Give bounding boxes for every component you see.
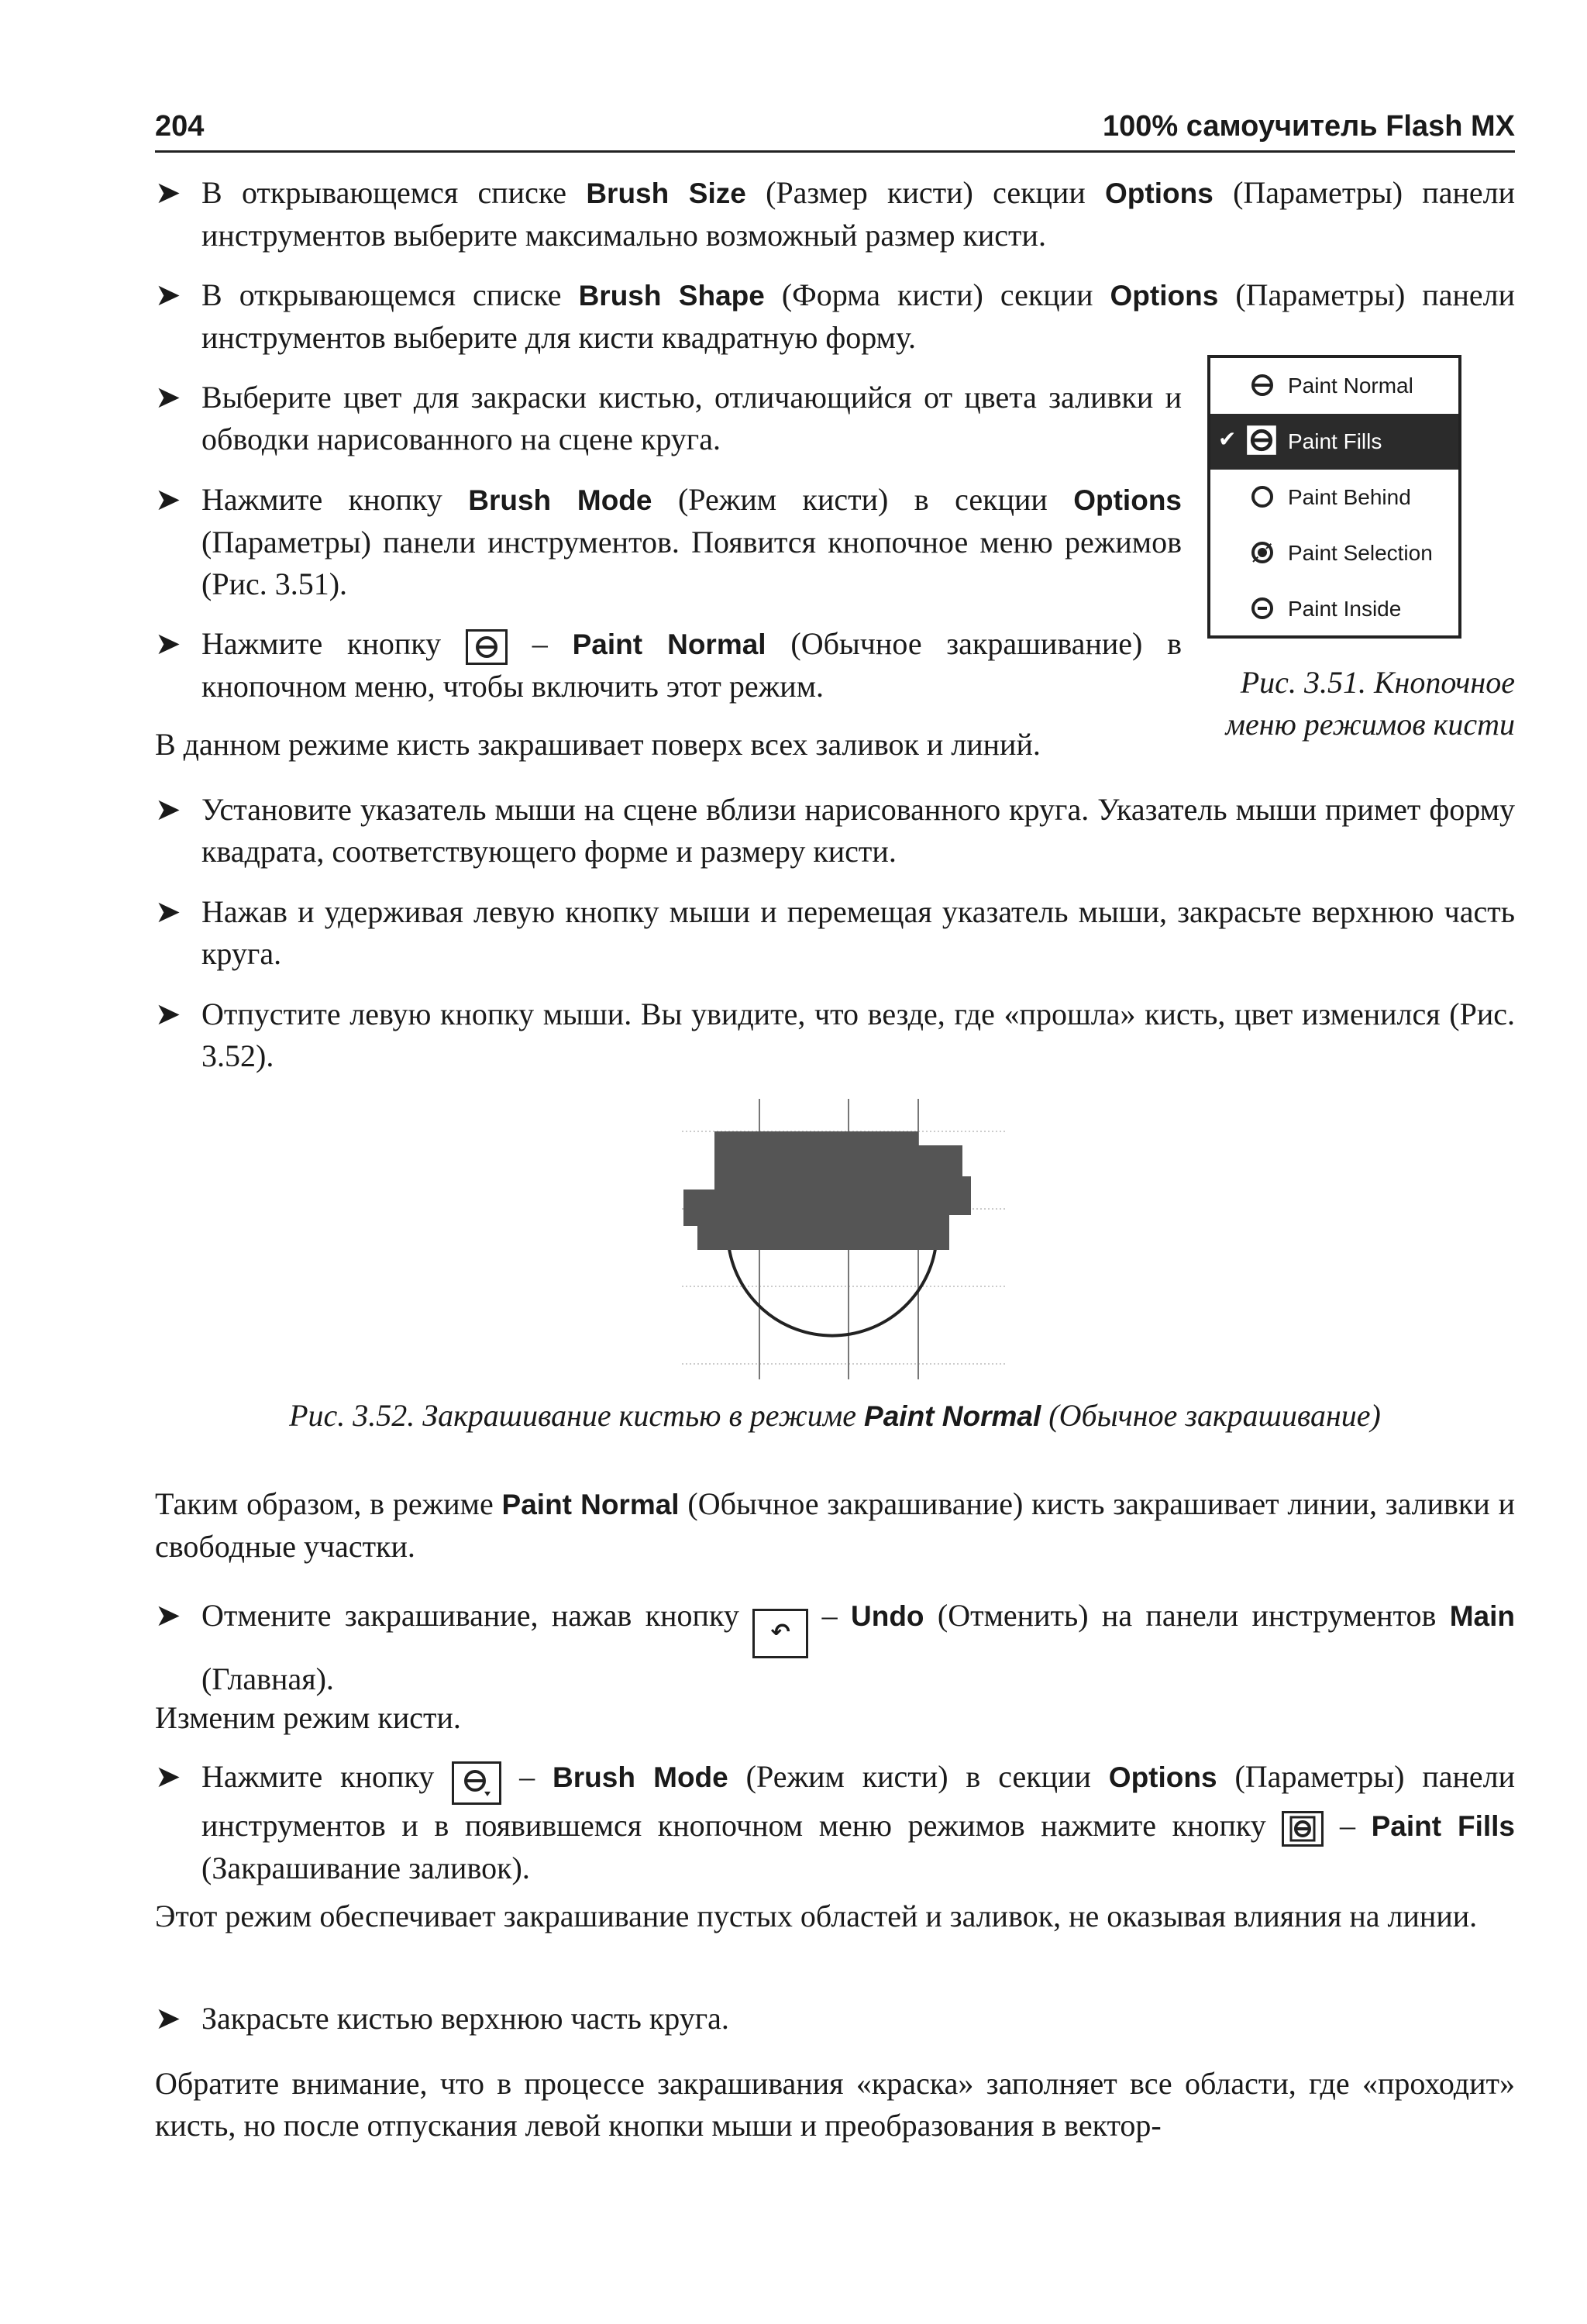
bullet-paragraph: Отпустите левую кнопку мыши. Вы увидите, что везде, где «прошла» кисть, цвет изменился (Рис. 3.52). (201, 997, 1515, 1073)
undo-button-icon: ↶ (752, 1609, 808, 1658)
menu-item-label: Paint Normal (1288, 374, 1413, 398)
bullet-icon: ➤ (155, 997, 181, 1031)
paint-selection-icon (1249, 539, 1275, 566)
menu-item-paint-selection[interactable] (1210, 525, 1458, 581)
body-paragraph: Изменим режим кисти. (155, 1700, 461, 1735)
bullet-icon: ➤ (155, 1759, 181, 1794)
bullet-paragraph: В открывающемся списке Brush Size (Размер кисти) секции Options (Параметры) панели инструментов выберите максимально возможный размер кисти. (201, 175, 1515, 253)
book-page (155, 0, 1515, 2324)
menu-item-label: Paint Fills (1288, 429, 1382, 453)
figure-caption-351: Рис. 3.51. Кнопочное меню режимов кисти (1225, 665, 1515, 742)
bullet-icon: ➤ (155, 626, 181, 661)
paint-inside-icon (1249, 595, 1275, 621)
paint-normal-button-icon (466, 629, 508, 665)
bullet-paragraph: Нажав и удерживая левую кнопку мыши и перемещая указатель мыши, закрасьте верхнюю часть круга. (201, 894, 1515, 971)
body-paragraph: Таким образом, в режиме Paint Normal (Обычное закрашивание) кисть закрашивает линии, заливки и свободные участки. (155, 1486, 1515, 1564)
figure-caption-352: Рис. 3.52. Закрашивание кистью в режиме Paint Normal (Обычное закрашивание) (289, 1398, 1381, 1433)
menu-item-paint-normal[interactable] (1210, 358, 1458, 414)
brush-mode-button-icon (452, 1761, 501, 1805)
body-paragraph: Обратите внимание, что в процессе закрашивания «краска» заполняет все области, где «проходит» кисть, но после отпускания левой кнопки мыши и преобразования в вектор- (155, 2066, 1515, 2143)
brush-painting-illustration (666, 1093, 1015, 1387)
menu-item-paint-inside[interactable] (1210, 581, 1458, 637)
paint-normal-icon (1249, 372, 1275, 398)
menu-item-label: Paint Selection (1288, 541, 1433, 565)
check-icon: ✔ (1218, 427, 1237, 451)
bullet-paragraph: Нажмите кнопку Brush Mode (Режим кисти) в секции Options (Параметры) панели инструментов. Появится кнопочное меню режимов (Рис. 3.51). (201, 482, 1182, 601)
body-paragraph: Этот режим обеспечивает закрашивание пустых областей и заливок, не оказывая влияния на линии. (155, 1899, 1478, 1933)
bullet-icon: ➤ (155, 1598, 181, 1633)
paint-fills-button-icon (1282, 1811, 1324, 1847)
menu-item-label: Paint Inside (1288, 597, 1402, 621)
bullet-icon: ➤ (155, 175, 181, 210)
paint-behind-icon (1249, 484, 1275, 510)
bullet-paragraph: Выберите цвет для закраски кистью, отличающийся от цвета заливки и обводки нарисованного на сцене круга. (201, 380, 1182, 456)
running-title: 100% самоучитель Flash MX (1103, 110, 1515, 143)
bullet-icon: ➤ (155, 277, 181, 312)
brush-mode-menu (1207, 355, 1461, 639)
paint-fills-icon (1246, 425, 1277, 456)
bullet-paragraph: Закрасьте кистью верхнюю часть круга. (201, 2001, 729, 2036)
page-number: 204 (155, 110, 205, 143)
page-header (155, 107, 1515, 153)
menu-item-paint-behind[interactable] (1210, 470, 1458, 525)
bullet-icon: ➤ (155, 792, 181, 827)
body-paragraph: В данном режиме кисть закрашивает поверх всех заливок и линий. (155, 727, 1041, 762)
menu-item-paint-fills[interactable] (1210, 414, 1458, 470)
bullet-icon: ➤ (155, 894, 181, 929)
bullet-icon: ➤ (155, 380, 181, 415)
bullet-paragraph: Установите указатель мыши на сцене вблизи нарисованного круга. Указатель мыши примет форму квадрата, соответствующего форме и размеру кисти. (201, 792, 1515, 869)
bullet-icon: ➤ (155, 482, 181, 517)
bullet-paragraph: Нажмите кнопку – Brush Mode (Режим кисти) в секции Options (Параметры) панели инструментов и в появившемся кнопочном меню режимов нажмите кнопку – Paint Fills (Закрашивание заливок). (201, 1759, 1516, 1885)
bullet-icon: ➤ (155, 2001, 181, 2036)
bullet-paragraph: В открывающемся списке Brush Shape (Форма кисти) секции Options (Параметры) панели инструментов выберите для кисти квадратную форму. (201, 277, 1515, 355)
menu-item-label: Paint Behind (1288, 485, 1411, 509)
bullet-paragraph: Нажмите кнопку – Paint Normal (Обычное закрашивание) в кнопочном меню, чтобы включить этот режим. (201, 626, 1183, 704)
bullet-paragraph: Отмените закрашивание, нажав кнопку ↶ – Undo (Отменить) на панели инструментов Main (Главная). (201, 1598, 1516, 1696)
